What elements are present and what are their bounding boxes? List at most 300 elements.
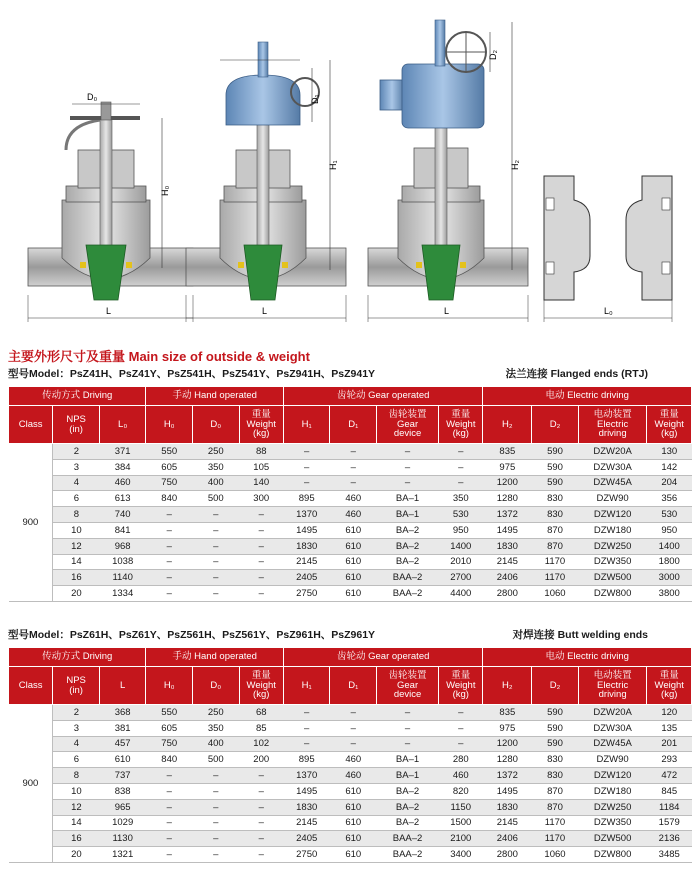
table-cell: –: [193, 831, 240, 847]
table-cell: 2145: [283, 554, 330, 570]
table-cell: 16: [53, 831, 100, 847]
table-cell: DZW120: [578, 768, 647, 784]
table2-header-class: Class: [9, 667, 53, 705]
label-l3: L: [444, 306, 450, 316]
table-cell: 68: [239, 705, 283, 721]
table-cell: –: [239, 768, 283, 784]
table-cell: –: [146, 831, 193, 847]
table-cell: 1060: [532, 847, 579, 863]
table-cell: –: [377, 459, 439, 475]
table-cell: –: [330, 705, 377, 721]
table-cell: 835: [483, 444, 532, 460]
table-cell: BA–1: [377, 768, 439, 784]
table-cell: –: [439, 720, 483, 736]
table-cell: 3485: [647, 847, 692, 863]
table-cell: –: [193, 799, 240, 815]
table-cell: 737: [99, 768, 146, 784]
table2-header-gear-device: 齿轮装置 Gear device: [377, 667, 439, 705]
table-cell: 2405: [283, 570, 330, 586]
table-cell: DZW800: [578, 847, 647, 863]
flange-section: [544, 176, 672, 322]
table1-header-d1: D₁: [330, 406, 377, 444]
table-cell: 6: [53, 491, 100, 507]
table-cell: 975: [483, 720, 532, 736]
table-cell: –: [377, 720, 439, 736]
table-cell: 4400: [439, 586, 483, 602]
table1-header-gear-weight: 重量 Weight (kg): [439, 406, 483, 444]
table-cell: 1500: [439, 815, 483, 831]
table-cell: –: [239, 554, 283, 570]
table-cell: DZW45A: [578, 736, 647, 752]
table-cell: 500: [193, 752, 240, 768]
table-cell: 610: [330, 783, 377, 799]
table-cell: 1280: [483, 491, 532, 507]
table1-header-electric-weight: 重量 Weight (kg): [647, 406, 692, 444]
table-cell: BAA–2: [377, 847, 439, 863]
table2-header-hand: 手动 Hand operated: [146, 648, 283, 667]
table-cell: 1150: [439, 799, 483, 815]
table-cell: 590: [532, 475, 579, 491]
table-cell: –: [439, 459, 483, 475]
table-cell: 8: [53, 768, 100, 784]
table-cell: 1400: [647, 538, 692, 554]
table-cell: –: [239, 831, 283, 847]
table-cell: 610: [330, 586, 377, 602]
table-cell: 350: [439, 491, 483, 507]
table-cell: 610: [330, 522, 377, 538]
table-cell: 280: [439, 752, 483, 768]
table-cell: –: [193, 522, 240, 538]
table-cell: 293: [647, 752, 692, 768]
table-cell: 1170: [532, 831, 579, 847]
table2-header-d1: D₁: [330, 667, 377, 705]
table-cell: 830: [532, 507, 579, 523]
label-d2: D₂: [488, 50, 498, 60]
table-cell: DZW90: [578, 752, 647, 768]
table-cell: 500: [193, 491, 240, 507]
table-cell: 460: [99, 475, 146, 491]
table-row: [9, 507, 692, 523]
table-cell: 1280: [483, 752, 532, 768]
table-cell: 1400: [439, 538, 483, 554]
valve-drawings-svg: [0, 0, 700, 338]
table-cell: 1370: [283, 768, 330, 784]
table-cell: 1334: [99, 586, 146, 602]
table2-class-value: 900: [9, 705, 53, 863]
table-cell: 820: [439, 783, 483, 799]
table-cell: 1830: [283, 799, 330, 815]
table-cell: –: [193, 538, 240, 554]
table-cell: 250: [193, 444, 240, 460]
table-cell: 130: [647, 444, 692, 460]
table-cell: DZW180: [578, 783, 647, 799]
table-cell: 3: [53, 459, 100, 475]
table-cell: –: [239, 799, 283, 815]
table-cell: 2800: [483, 586, 532, 602]
table-cell: 1830: [283, 538, 330, 554]
table-cell: 1495: [483, 783, 532, 799]
table-cell: 140: [239, 475, 283, 491]
table-cell: –: [193, 815, 240, 831]
table2-header-electric-weight: 重量 Weight (kg): [647, 667, 692, 705]
label-lo: L₀: [604, 306, 613, 316]
table-cell: 3400: [439, 847, 483, 863]
table2-header-d0: D₀: [193, 667, 240, 705]
table-cell: 20: [53, 586, 100, 602]
table-cell: 350: [193, 720, 240, 736]
table-cell: 750: [146, 475, 193, 491]
table-cell: 1170: [532, 554, 579, 570]
table-row: [9, 444, 692, 460]
table2-header-gear-weight: 重量 Weight (kg): [439, 667, 483, 705]
table-cell: 16: [53, 570, 100, 586]
label-h1: H₁: [328, 160, 338, 170]
table-cell: 895: [283, 752, 330, 768]
table-cell: 610: [330, 799, 377, 815]
section-title: 主要外形尺寸及重量 Main size of outside & weight: [8, 349, 310, 364]
table-cell: 610: [99, 752, 146, 768]
table-cell: 613: [99, 491, 146, 507]
table-cell: –: [330, 475, 377, 491]
table-cell: 3000: [647, 570, 692, 586]
table-cell: –: [239, 538, 283, 554]
table1-header-length: L₀: [99, 406, 146, 444]
table-cell: –: [283, 705, 330, 721]
table-cell: DZW500: [578, 831, 647, 847]
table-row: [9, 475, 692, 491]
table-cell: –: [239, 522, 283, 538]
table-cell: –: [193, 554, 240, 570]
table-cell: –: [193, 570, 240, 586]
table-cell: DZW500: [578, 570, 647, 586]
table-cell: BA–2: [377, 554, 439, 570]
valve-drawings: [0, 0, 700, 338]
table2-header-electric-device: 电动装置 Electric driving: [578, 667, 647, 705]
table-cell: –: [193, 847, 240, 863]
table-cell: –: [239, 847, 283, 863]
table-cell: BAA–2: [377, 831, 439, 847]
table-cell: 605: [146, 720, 193, 736]
table-cell: 460: [439, 768, 483, 784]
table-cell: 350: [193, 459, 240, 475]
table-cell: 10: [53, 522, 100, 538]
table-cell: –: [193, 768, 240, 784]
table-cell: 830: [532, 491, 579, 507]
table1-header-h1: H₁: [283, 406, 330, 444]
table-cell: 1372: [483, 768, 532, 784]
table-cell: 2800: [483, 847, 532, 863]
table-cell: 610: [330, 570, 377, 586]
table-cell: 105: [239, 459, 283, 475]
table-row: [9, 720, 692, 736]
table-cell: 2145: [483, 815, 532, 831]
table-cell: 830: [532, 752, 579, 768]
table-cell: 135: [647, 720, 692, 736]
table-cell: 1184: [647, 799, 692, 815]
table-cell: 610: [330, 554, 377, 570]
table2-model: 型号Model：PsZ61H、PsZ61Y、PsZ561H、PsZ561Y、PsZ961H、PsZ961Y: [8, 629, 376, 641]
table-cell: 2406: [483, 831, 532, 847]
table-cell: 3: [53, 720, 100, 736]
table-cell: DZW20A: [578, 444, 647, 460]
table-cell: 1372: [483, 507, 532, 523]
hand-operated-valve: [28, 92, 193, 322]
table-cell: 870: [532, 783, 579, 799]
table-cell: –: [439, 444, 483, 460]
table-cell: 1321: [99, 847, 146, 863]
table-cell: –: [283, 736, 330, 752]
label-l2: L: [262, 306, 268, 316]
table-cell: 4: [53, 736, 100, 752]
table1-class-value: 900: [9, 444, 53, 602]
table-cell: 590: [532, 459, 579, 475]
table-cell: 142: [647, 459, 692, 475]
table-cell: 870: [532, 799, 579, 815]
table-cell: 1038: [99, 554, 146, 570]
table-cell: 1579: [647, 815, 692, 831]
table-cell: 950: [439, 522, 483, 538]
table2-header-gear: 齿轮动 Gear operated: [283, 648, 483, 667]
table-cell: –: [193, 507, 240, 523]
table-cell: 975: [483, 459, 532, 475]
table2-header-h2: H₂: [483, 667, 532, 705]
table-cell: 1060: [532, 586, 579, 602]
table-row: [9, 799, 692, 815]
table-cell: –: [439, 736, 483, 752]
table-cell: 356: [647, 491, 692, 507]
label-d0: D₀: [87, 92, 98, 102]
table-cell: –: [146, 847, 193, 863]
table-cell: 2750: [283, 847, 330, 863]
table-cell: 835: [483, 705, 532, 721]
table-cell: 204: [647, 475, 692, 491]
table-cell: BA–2: [377, 799, 439, 815]
table-cell: BA–2: [377, 538, 439, 554]
table-cell: –: [439, 705, 483, 721]
table-row: [9, 768, 692, 784]
table1-header-class: Class: [9, 406, 53, 444]
table-cell: 1495: [283, 783, 330, 799]
label-l1: L: [106, 306, 112, 316]
table-cell: 2750: [283, 586, 330, 602]
table-cell: 381: [99, 720, 146, 736]
table-cell: 2406: [483, 570, 532, 586]
table-cell: 10: [53, 783, 100, 799]
table-cell: 550: [146, 444, 193, 460]
table-row: [9, 705, 692, 721]
table2-header-h1: H₁: [283, 667, 330, 705]
table-cell: 841: [99, 522, 146, 538]
table-cell: 590: [532, 720, 579, 736]
table-cell: 20: [53, 847, 100, 863]
table-cell: BA–2: [377, 815, 439, 831]
table1-header-hand-weight: 重量 Weight (kg): [239, 406, 283, 444]
table-row: [9, 554, 692, 570]
table-cell: 530: [439, 507, 483, 523]
table-cell: –: [377, 444, 439, 460]
table-cell: 102: [239, 736, 283, 752]
table-cell: DZW250: [578, 538, 647, 554]
table-cell: 12: [53, 799, 100, 815]
table2-header-h0: H₀: [146, 667, 193, 705]
table1-header-hand: 手动 Hand operated: [146, 387, 283, 406]
table-cell: –: [283, 444, 330, 460]
table-cell: 6: [53, 752, 100, 768]
table-cell: 460: [330, 507, 377, 523]
label-h0: H₀: [160, 185, 170, 196]
table-cell: 845: [647, 783, 692, 799]
table-cell: –: [146, 522, 193, 538]
table-cell: –: [439, 475, 483, 491]
table-cell: 605: [146, 459, 193, 475]
table-cell: DZW45A: [578, 475, 647, 491]
table-cell: 1140: [99, 570, 146, 586]
table-cell: 1200: [483, 475, 532, 491]
table-cell: 3800: [647, 586, 692, 602]
table1-header-electric: 电动 Electric driving: [483, 387, 692, 406]
table-cell: –: [239, 586, 283, 602]
table-cell: 750: [146, 736, 193, 752]
table-cell: 368: [99, 705, 146, 721]
table-cell: DZW20A: [578, 705, 647, 721]
table-cell: –: [330, 736, 377, 752]
table-cell: –: [377, 475, 439, 491]
table-cell: 610: [330, 847, 377, 863]
table2-header-hand-weight: 重量 Weight (kg): [239, 667, 283, 705]
table-cell: BA–2: [377, 522, 439, 538]
table-cell: 590: [532, 736, 579, 752]
table-cell: –: [146, 554, 193, 570]
table1-header-h2: H₂: [483, 406, 532, 444]
table-cell: 4: [53, 475, 100, 491]
table-cell: 460: [330, 491, 377, 507]
table-cell: DZW180: [578, 522, 647, 538]
table-cell: DZW90: [578, 491, 647, 507]
table2-ends: 对焊连接 Butt welding ends: [512, 629, 648, 641]
table-cell: 14: [53, 554, 100, 570]
table2-header-nps: NPS (in): [53, 667, 100, 705]
table-cell: 120: [647, 705, 692, 721]
table-cell: 1170: [532, 570, 579, 586]
table-cell: –: [239, 570, 283, 586]
table2-header-d2: D₂: [532, 667, 579, 705]
table-cell: 1800: [647, 554, 692, 570]
table-cell: –: [146, 507, 193, 523]
table-cell: –: [330, 720, 377, 736]
table2-header-electric: 电动 Electric driving: [483, 648, 692, 667]
table-cell: 371: [99, 444, 146, 460]
table-cell: 1130: [99, 831, 146, 847]
table-cell: 300: [239, 491, 283, 507]
table-cell: 968: [99, 538, 146, 554]
table-cell: –: [239, 783, 283, 799]
table2: [8, 647, 692, 863]
table-cell: DZW350: [578, 815, 647, 831]
table-cell: 85: [239, 720, 283, 736]
table-cell: DZW800: [578, 586, 647, 602]
table-cell: –: [146, 586, 193, 602]
table-row: [9, 831, 692, 847]
table-cell: 88: [239, 444, 283, 460]
table-cell: 590: [532, 444, 579, 460]
table1-model: 型号Model：PsZ41H、PsZ41Y、PsZ541H、PsZ541Y、PsZ941H、PsZ941Y: [8, 368, 376, 380]
table1-ends: 法兰连接 Flanged ends (RTJ): [505, 368, 648, 380]
table-cell: 610: [330, 538, 377, 554]
table-cell: 2700: [439, 570, 483, 586]
table-cell: DZW120: [578, 507, 647, 523]
table-cell: –: [193, 783, 240, 799]
label-h2: H₂: [510, 160, 520, 170]
table1-header-h0: H₀: [146, 406, 193, 444]
table-row: [9, 491, 692, 507]
table-cell: –: [283, 475, 330, 491]
table-cell: –: [146, 768, 193, 784]
table-row: [9, 815, 692, 831]
table-cell: 2: [53, 444, 100, 460]
table-cell: –: [146, 570, 193, 586]
table-cell: 2100: [439, 831, 483, 847]
electric-driving-valve: [368, 20, 528, 322]
table-cell: BA–1: [377, 491, 439, 507]
table-cell: 1495: [283, 522, 330, 538]
table-cell: –: [146, 538, 193, 554]
table-cell: 400: [193, 475, 240, 491]
table-cell: –: [146, 783, 193, 799]
table-cell: 12: [53, 538, 100, 554]
table1: [8, 386, 692, 602]
table-cell: 1830: [483, 538, 532, 554]
table-cell: 530: [647, 507, 692, 523]
table-cell: BAA–2: [377, 586, 439, 602]
table-cell: BAA–2: [377, 570, 439, 586]
table-row: [9, 847, 692, 863]
table1-header-gear: 齿轮动 Gear operated: [283, 387, 483, 406]
table-cell: 840: [146, 491, 193, 507]
table-cell: 460: [330, 768, 377, 784]
table-cell: 1830: [483, 799, 532, 815]
table-cell: –: [377, 705, 439, 721]
table-cell: 610: [330, 831, 377, 847]
table-cell: –: [330, 444, 377, 460]
table-cell: –: [330, 459, 377, 475]
table1-header-d0: D₀: [193, 406, 240, 444]
table-cell: –: [239, 815, 283, 831]
table-cell: 870: [532, 522, 579, 538]
table-cell: –: [146, 799, 193, 815]
table1-header-nps: NPS (in): [53, 406, 100, 444]
table-row: [9, 570, 692, 586]
table-cell: 2145: [483, 554, 532, 570]
table-row: [9, 522, 692, 538]
table-cell: 2: [53, 705, 100, 721]
table-cell: 1170: [532, 815, 579, 831]
table-row: [9, 736, 692, 752]
table-cell: BA–1: [377, 507, 439, 523]
table-cell: 460: [330, 752, 377, 768]
label-d1: D₁: [310, 94, 320, 104]
table-cell: 2405: [283, 831, 330, 847]
table-row: [9, 752, 692, 768]
table-cell: 590: [532, 705, 579, 721]
table-cell: DZW250: [578, 799, 647, 815]
table-cell: 472: [647, 768, 692, 784]
table-row: [9, 783, 692, 799]
table-cell: 870: [532, 538, 579, 554]
table-cell: 384: [99, 459, 146, 475]
gear-operated-valve: [186, 42, 346, 322]
table-cell: 2145: [283, 815, 330, 831]
table-cell: 1370: [283, 507, 330, 523]
